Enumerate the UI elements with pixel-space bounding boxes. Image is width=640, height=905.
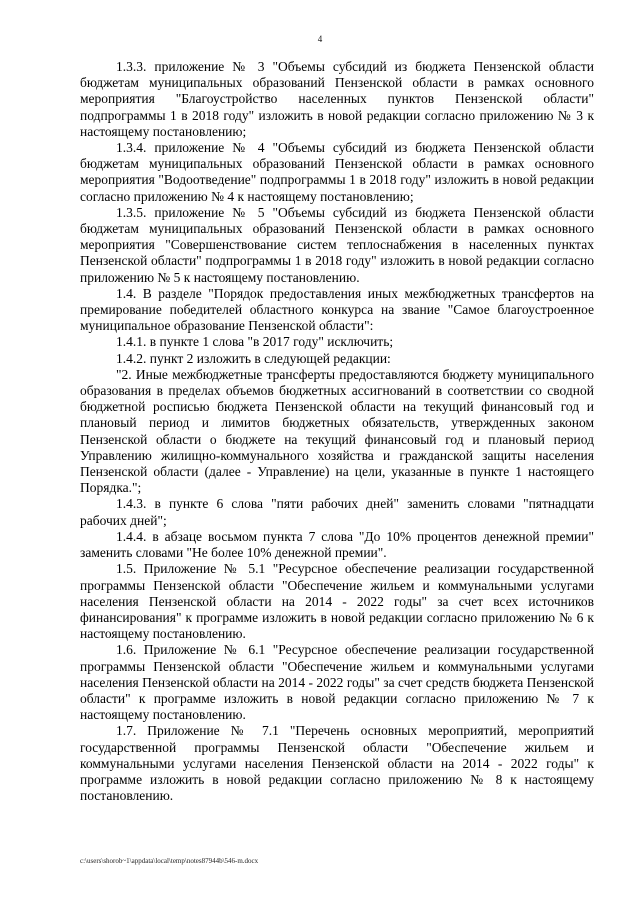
footer-file-path: c:\users\shorob~1\appdata\local\temp\notes87944b\546-m.docx [80, 857, 259, 865]
paragraph-1-3-3: 1.3.3. приложение № 3 "Объемы субсидий из бюджета Пензенской области бюджетам муниципальных образований Пензенской области в рамках основного мероприятия "Благоустройство населенных пунктов Пензенской области" подпрограммы 1 в 2018 году" изложить в новой редакции согласно приложению № 3 к настоящему постановлению; [80, 59, 594, 139]
paragraph-1-4-4: 1.4.4. в абзаце восьмом пункта 7 слова "До 10% процентов денежной премии" заменить словами "Не более 10% денежной премии". [80, 528, 594, 561]
paragraph-1-6: 1.6. Приложение № 6.1 "Ресурсное обеспечение реализации государственной программы Пензенской области "Обеспечение жильем и коммунальными услугами населения Пензенской области на 2014 - 2022 годы" за счет средств бюджета Пензенской области" к программе изложить в новой редакции согласно приложению № 7 к настоящему постановлению. [80, 642, 594, 723]
paragraph-1-4-3: 1.4.3. в пункте 6 слова "пяти рабочих дней" заменить словами "пятнадцати рабочих дней"; [80, 496, 594, 528]
paragraph-1-4-1: 1.4.1. в пункте 1 слова "в 2017 году" исключить; [116, 334, 394, 350]
paragraph-1-4: 1.4. В разделе "Порядок предоставления иных межбюджетных трансфертов на премирование победителей областного конкурса на звание "Самое благоустроенное муниципальное образование Пензенской области": [80, 285, 594, 334]
page-number: 4 [317, 34, 323, 44]
paragraph-quoted-point-2: "2. Иные межбюджетные трансферты предоставляются бюджету муниципального образования в пределах объемов бюджетных ассигнований в соответствии со сводной бюджетной росписью бюджета Пензенской области на текущий финансовый год и плановый период и лимитов бюджетных обязательств, утвержденных законом Пензенской области о бюджете на текущий финансовый год и плановый период Управлению жилищно-коммунального хозяйства и гражданской защиты населения Пензенской области (далее - Управление) на цели, указанные в пункте 1 настоящего Порядка."; [80, 366, 594, 496]
paragraph-1-3-4: 1.3.4. приложение № 4 "Объемы субсидий из бюджета Пензенской области бюджетам муниципальных образований Пензенской области в рамках основного мероприятия "Водоотведение" подпрограммы 1 в 2018 году" изложить в новой редакции согласно приложению № 4 к настоящему постановлению; [80, 140, 594, 204]
paragraph-1-7: 1.7. Приложение № 7.1 "Перечень основных мероприятий, мероприятий государственной программы Пензенской области "Обеспечение жильем и коммунальными услугами населения Пензенской области на 2014 - 2022 годы" к программе изложить в новой редакции согласно приложению № 8 к настоящему постановлению. [80, 723, 594, 804]
paragraph-1-4-2: 1.4.2. пункт 2 изложить в следующей редакции: [116, 350, 391, 366]
document-body [80, 59, 594, 804]
paragraph-1-5: 1.5. Приложение № 5.1 "Ресурсное обеспечение реализации государственной программы Пензенской области "Обеспечение жильем и коммунальными услугами населения Пензенской области на 2014 - 2022 годы" за счет всех источников финансирования" к программе изложить в новой редакции согласно приложению № 6 к настоящему постановлению. [80, 561, 594, 642]
paragraph-1-3-5: 1.3.5. приложение № 5 "Объемы субсидий из бюджета Пензенской области бюджетам муниципальных образований Пензенской области в рамках основного мероприятия "Совершенствование систем теплоснабжения в населенных пунктах Пензенской области" подпрограммы 1 в 2018 году" изложить в новой редакции согласно приложению № 5 к настоящему постановлению. [80, 204, 594, 285]
